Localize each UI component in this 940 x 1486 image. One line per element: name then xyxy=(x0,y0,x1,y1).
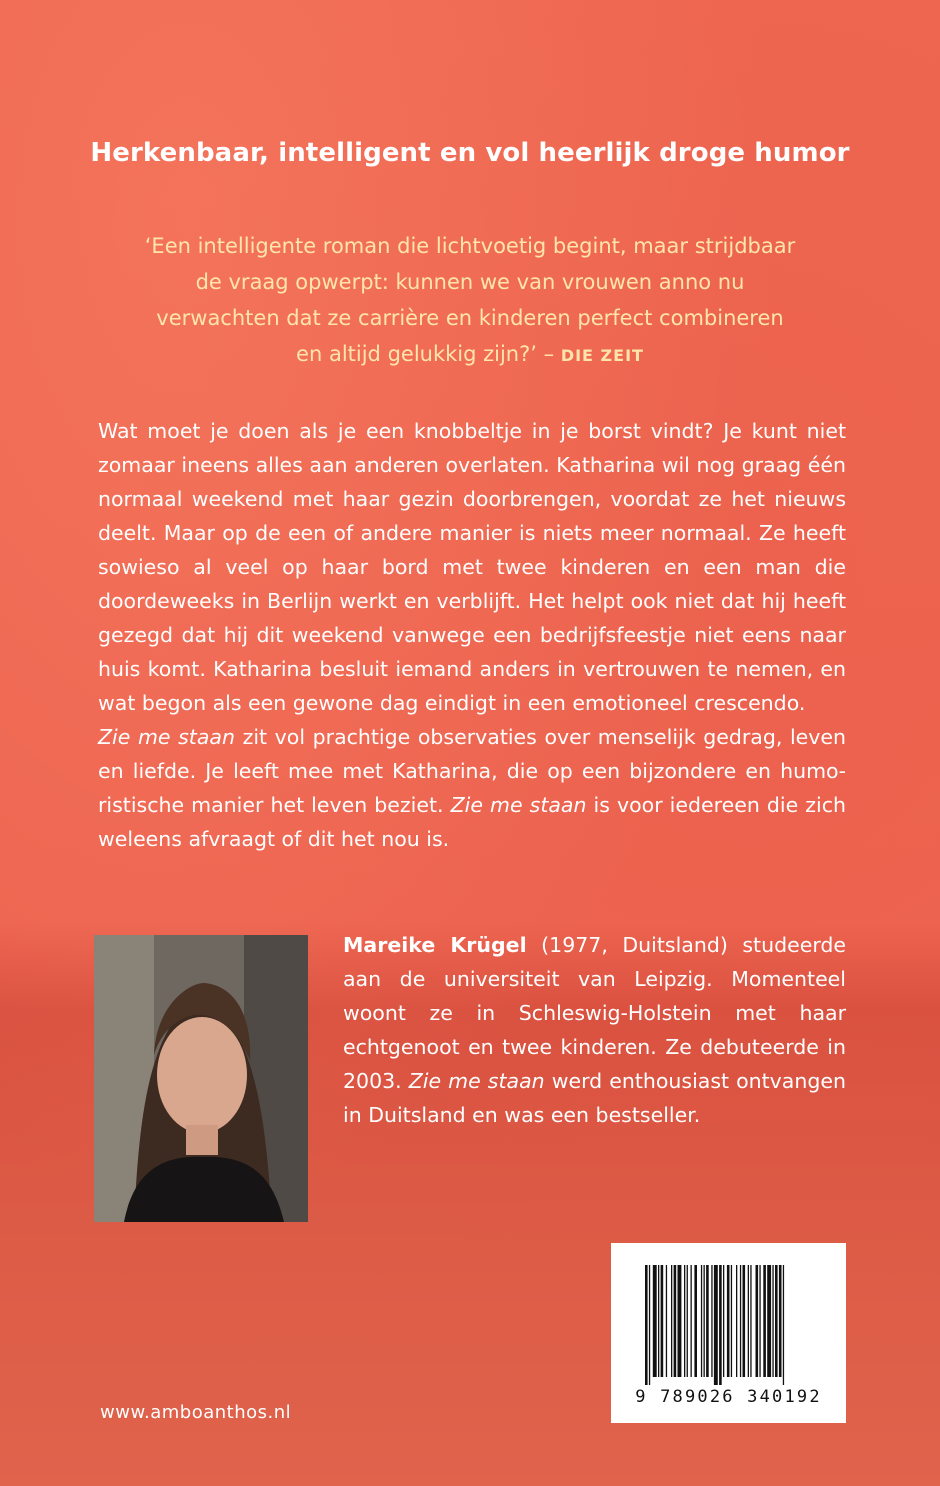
barcode-bar xyxy=(740,1265,741,1377)
book-title: Zie me staan xyxy=(450,793,587,817)
barcode-bar xyxy=(719,1265,722,1385)
barcode-bars xyxy=(611,1243,846,1388)
barcode-bar xyxy=(783,1265,784,1385)
barcode-bar xyxy=(684,1265,685,1377)
barcode-bar xyxy=(649,1265,650,1385)
barcode-bar xyxy=(653,1265,657,1377)
barcode-bar xyxy=(714,1265,718,1385)
barcode-bar xyxy=(775,1265,778,1377)
barcode-bar xyxy=(767,1265,771,1377)
barcode-bar xyxy=(756,1265,759,1377)
tagline: Herkenbaar, intelligent en vol heerlijk droge humor xyxy=(90,138,850,168)
barcode-bar xyxy=(731,1265,732,1377)
barcode-bar xyxy=(701,1265,702,1377)
barcode-bar xyxy=(674,1265,677,1377)
book-title: Zie me staan xyxy=(98,725,235,749)
barcode-bar xyxy=(736,1265,737,1377)
barcode-bar xyxy=(748,1265,749,1377)
bio-text: werd enthousiast ontvangen in Duitsland en was een bestseller. xyxy=(343,1069,846,1127)
blurb-paragraph-2 xyxy=(98,720,846,856)
barcode-bar xyxy=(658,1265,659,1377)
barcode-bar xyxy=(723,1265,724,1377)
isbn-number: 9 789026 340192 xyxy=(635,1387,822,1407)
author-name: Mareike Krügel xyxy=(343,933,527,957)
barcode-bar xyxy=(706,1265,709,1377)
author-portrait-image xyxy=(94,935,308,1222)
press-quote xyxy=(140,228,800,374)
barcode-bar xyxy=(763,1265,766,1377)
barcode-bar xyxy=(666,1265,667,1377)
barcode-bar xyxy=(691,1265,692,1377)
barcode-bar xyxy=(694,1265,697,1377)
author-photo xyxy=(94,935,308,1222)
book-title: Zie me staan xyxy=(408,1069,545,1093)
publisher-website: www.amboanthos.nl xyxy=(100,1402,292,1423)
barcode-bar xyxy=(661,1265,664,1377)
barcode-bar xyxy=(772,1265,773,1377)
blurb-text: is voor iedereen die zich weleens afvraagt of dit het nou is. xyxy=(98,793,846,851)
bio-text: (1977, Duitsland) studeerde aan de universiteit van Leipzig. Momenteel woont ze in Schleswig-Holstein met haar echtgenoot en twee kinderen. Ze debuteerde in 2003. xyxy=(343,933,847,1093)
barcode-bar xyxy=(704,1265,705,1377)
barcode-bar xyxy=(711,1265,712,1377)
barcode-bar xyxy=(645,1265,648,1385)
blurb xyxy=(98,414,846,856)
quote-source: DIE ZEIT xyxy=(560,346,644,365)
barcode-bar xyxy=(743,1265,746,1377)
barcode-bar xyxy=(678,1265,682,1377)
barcode-bar xyxy=(779,1265,782,1377)
barcode-bar xyxy=(687,1265,688,1377)
isbn-barcode xyxy=(611,1243,846,1423)
barcode-bar xyxy=(750,1265,751,1377)
blurb-paragraph: Wat moet je doen als je een knobbeltje in je borst vindt? Je kunt niet zomaar ineens alles aan anderen overlaten. Katharina wil nog graag één normaal weekend met haar gezin doorbrengen, voordat ze het nieuws deelt. Maar op de een of andere manier is niets meer normaal. Ze heeft sowieso al veel op haar bord met twee kinderen en een man die doordeweeks in Berlijn werkt en verblijft. Het helpt ook niet dat hij heeft gezegd dat hij dit weekend vanwege een bedrijfsfeestje niet eens naar huis komt. Katharina besluit iemand anders in vertrouwen te nemen, en wat begon als een gewone dag eindigt in een emotioneel crescendo. xyxy=(98,419,846,715)
blurb-text: zit vol prachtige observaties over menselijk gedrag, leven en liefde. Je leeft mee met Katharina, die op een bijzondere en humoristische manier het leven beziet. xyxy=(98,725,846,817)
barcode-bar xyxy=(727,1265,730,1377)
barcode-bar xyxy=(759,1265,760,1377)
quote-dash: – xyxy=(536,342,561,366)
quote-text: ‘Een intelligente roman die lichtvoetig begint, maar strijdbaar de vraag opwerpt: kunnen we van vrouwen anno nu verwachten dat ze carrière en kinderen perfect combineren en altijd gelukkig zijn?’ xyxy=(144,234,796,366)
barcode-bar xyxy=(671,1265,672,1377)
author-bio xyxy=(343,928,846,1132)
